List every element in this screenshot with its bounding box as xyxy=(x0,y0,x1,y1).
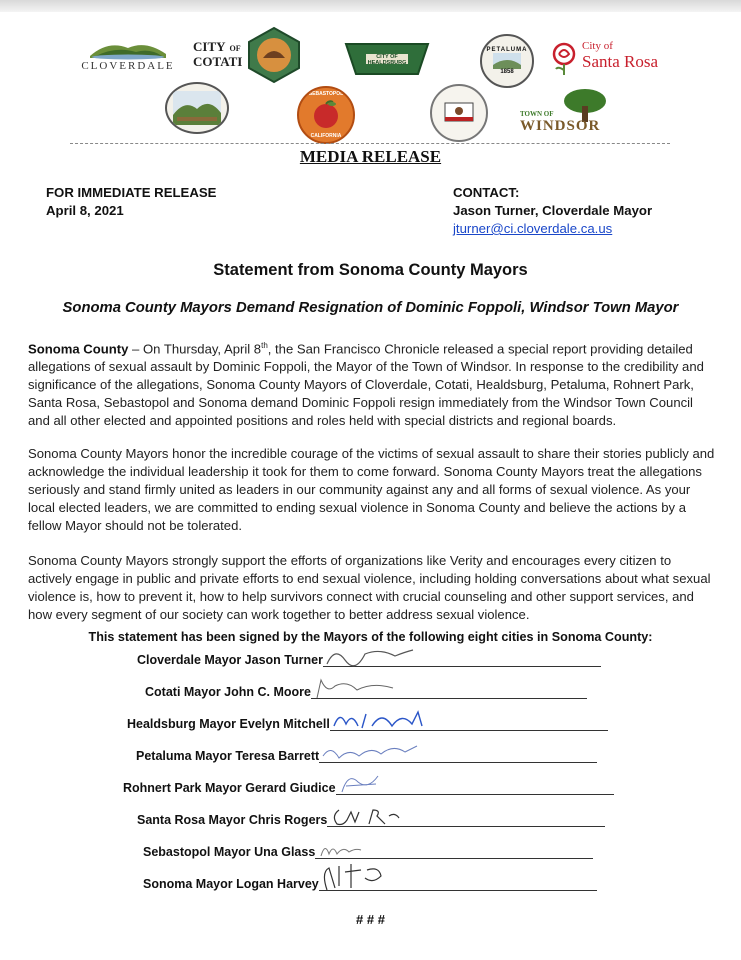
signature-row-santa-rosa xyxy=(137,813,605,827)
cloverdale-logo-text: CLOVERDALE xyxy=(81,60,175,72)
healdsburg-logo xyxy=(338,38,436,78)
signature-line xyxy=(323,653,601,667)
signature-scribble xyxy=(317,838,367,860)
contact-name: Jason Turner, Cloverdale Mayor xyxy=(453,203,653,218)
signature-line xyxy=(315,845,593,859)
cotati-hexagon-icon xyxy=(245,26,303,84)
signatory-name: Cotati Mayor John C. Moore xyxy=(145,685,311,699)
petaluma-seal xyxy=(480,34,534,88)
santa-rosa-name-text: Santa Rosa xyxy=(582,52,659,71)
cloverdale-hills-icon xyxy=(88,38,168,60)
statement-subheading: Sonoma County Mayors Demand Resignation of Dominic Foppoli, Windsor Town Mayor xyxy=(62,300,679,316)
signature-line xyxy=(311,685,587,699)
paragraph-1-lead: Sonoma County xyxy=(28,341,129,357)
signature-scribble xyxy=(338,770,388,796)
signatory-name: Healdsburg Mayor Evelyn Mitchell xyxy=(127,717,330,731)
signatory-name: Sebastopol Mayor Una Glass xyxy=(143,845,316,859)
sebastopol-state-text: CALIFORNIA xyxy=(310,133,342,139)
petaluma-landscape-icon xyxy=(493,53,521,69)
cotati-logo xyxy=(193,26,305,84)
cotati-name-text: COTATI xyxy=(193,54,243,69)
signature-row-healdsburg xyxy=(127,717,608,731)
signed-intro: This statement has been signed by the Mayors of the following eight cities in Sonoma County: xyxy=(88,630,653,644)
signatory-name: Santa Rosa Mayor Chris Rogers xyxy=(137,813,328,827)
signature-row-rohnert-park xyxy=(123,781,614,795)
petaluma-seal-text: PETALUMA xyxy=(486,47,528,53)
paragraph-1 xyxy=(28,337,718,430)
contact-label: CONTACT: xyxy=(453,185,520,200)
signature-line xyxy=(336,781,614,795)
signatory-name: Petaluma Mayor Teresa Barrett xyxy=(136,749,320,763)
signature-scribble xyxy=(325,644,415,668)
signature-scribble xyxy=(321,862,391,892)
windsor-logo xyxy=(518,88,610,136)
paragraph-1-a: – On Thursday, April 8 xyxy=(128,341,262,357)
statement-heading: Statement from Sonoma County Mayors xyxy=(213,261,528,279)
signature-scribble xyxy=(329,804,409,828)
media-release-title: MEDIA RELEASE xyxy=(299,147,442,166)
signature-scribble xyxy=(321,740,421,764)
cotati-city-text: CITY xyxy=(193,39,226,54)
rose-icon xyxy=(550,42,578,76)
sonoma-seal xyxy=(430,84,488,142)
contact-email-link[interactable]: jturner@ci.cloverdale.ca.us xyxy=(453,221,613,236)
rohnert-park-hills-icon xyxy=(173,91,221,125)
signatory-name: Rohnert Park Mayor Gerard Giudice xyxy=(123,781,336,795)
signature-line xyxy=(327,813,605,827)
end-mark: # # # xyxy=(356,912,385,927)
signature-row-cloverdale xyxy=(137,653,601,667)
paragraph-1-b: , the San Francisco Chronicle released a special report providing detailed allegations of sexual assault by Dominic Foppoli, the Mayor of the Town of Windsor. In response to the credibility and significance of the allegations, Sonoma County Mayors of Cloverdale, Cotati, Healdsburg, Petaluma, Rohnert Park, Santa Rosa, Sebastopol and Sonoma demand Dominic Foppoli resign immediately from the Windsor Town Council and all other elected and appointed positions and roles held with special districts and regional boards. xyxy=(28,341,704,429)
cloverdale-logo xyxy=(78,34,178,76)
signature-line xyxy=(319,749,597,763)
windsor-name-text: WINDSOR xyxy=(520,118,601,134)
paragraph-3: Sonoma County Mayors strongly support the efforts of organizations like Verity and encourages every citizen to actively engage in public and private efforts to end sexual violence, including holding conversations about what sexual violence is, how to prevent it, how to help survivors connect with crucial counseling and other support services, and how every segment of our society can work together to better address sexual violence. xyxy=(28,553,711,622)
signature-scribble xyxy=(332,708,432,732)
release-date: April 8, 2021 xyxy=(46,203,124,218)
healdsburg-logo-text: CITY OF HEALDSBURG xyxy=(367,54,407,66)
paragraph-1-sup: th xyxy=(261,341,268,350)
petaluma-year-text: 1858 xyxy=(500,69,514,75)
signatory-name: Cloverdale Mayor Jason Turner xyxy=(137,653,323,667)
signature-line xyxy=(330,717,608,731)
header-divider xyxy=(70,143,670,144)
signature-row-petaluma xyxy=(136,749,597,763)
top-bar xyxy=(0,0,741,12)
signature-row-cotati xyxy=(145,685,587,699)
cotati-of-text: OF xyxy=(229,44,241,53)
sebastopol-seal-text: SEBASTOPOL xyxy=(308,91,344,97)
signature-row-sonoma xyxy=(143,877,597,891)
signature-scribble xyxy=(313,676,403,700)
signature-row-sebastopol xyxy=(143,845,593,859)
rohnert-park-seal xyxy=(165,82,229,134)
sebastopol-seal xyxy=(297,86,355,144)
santa-rosa-logo xyxy=(550,40,670,80)
santa-rosa-city-text: City of xyxy=(582,40,613,52)
paragraph-2: Sonoma County Mayors honor the incredible courage of the victims of sexual assault to share their stories publicly and acknowledge the individual leadership it took for them to come forward. Sonoma County Mayors treat the allegations seriously and stand firmly united as leaders in our community against any and all forms of sexual violence. As your local elected leaders, we are committed to ending sexual violence in Sonoma County and believe the actions by a fellow Mayor should not be tolerated. xyxy=(28,446,715,533)
windsor-town-text: TOWN OF xyxy=(520,110,554,118)
apple-icon xyxy=(309,98,343,132)
sonoma-flag-icon xyxy=(443,99,475,127)
release-label: FOR IMMEDIATE RELEASE xyxy=(46,185,217,200)
signature-line xyxy=(319,877,597,891)
signatory-name: Sonoma Mayor Logan Harvey xyxy=(143,877,319,891)
